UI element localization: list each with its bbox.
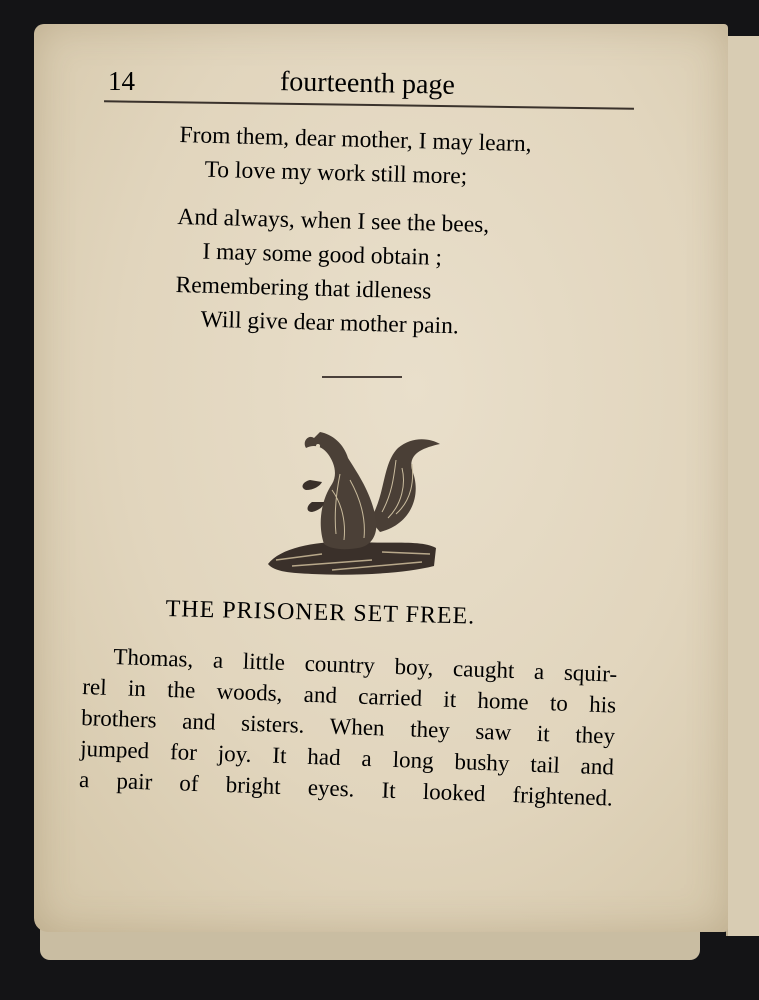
section-divider [322, 376, 402, 378]
chapter-text [79, 640, 618, 814]
text-line: Thomas, a little country boy, caught a squir- [113, 644, 618, 687]
poem [174, 118, 640, 348]
poem-line: To love my work still more; [204, 156, 468, 190]
poem-line: From them, dear mother, I may learn, [179, 121, 532, 158]
text-line: jumped for joy. It had a long bushy tail and [79, 735, 615, 780]
facing-page-edge [726, 36, 759, 936]
chapter-title: THE PRISONER SET FREE. [165, 596, 476, 630]
text-line: rel in the woods, and carried it home to his [81, 673, 617, 718]
poem-line: I may some good obtain ; [202, 238, 443, 271]
page-number: 14 [108, 66, 135, 96]
poem-line: Will give dear mother pain. [200, 306, 460, 340]
poem-line: Remembering that idleness [175, 271, 432, 305]
poem-line: And always, when I see the bees, [177, 203, 490, 239]
running-head: fourteenth page [279, 66, 456, 101]
text-line: a pair of bright eyes. It looked frightened. [78, 766, 614, 811]
squirrel-woodcut-icon [262, 414, 440, 580]
text-line: brothers and sisters. When they saw it they [80, 704, 616, 749]
